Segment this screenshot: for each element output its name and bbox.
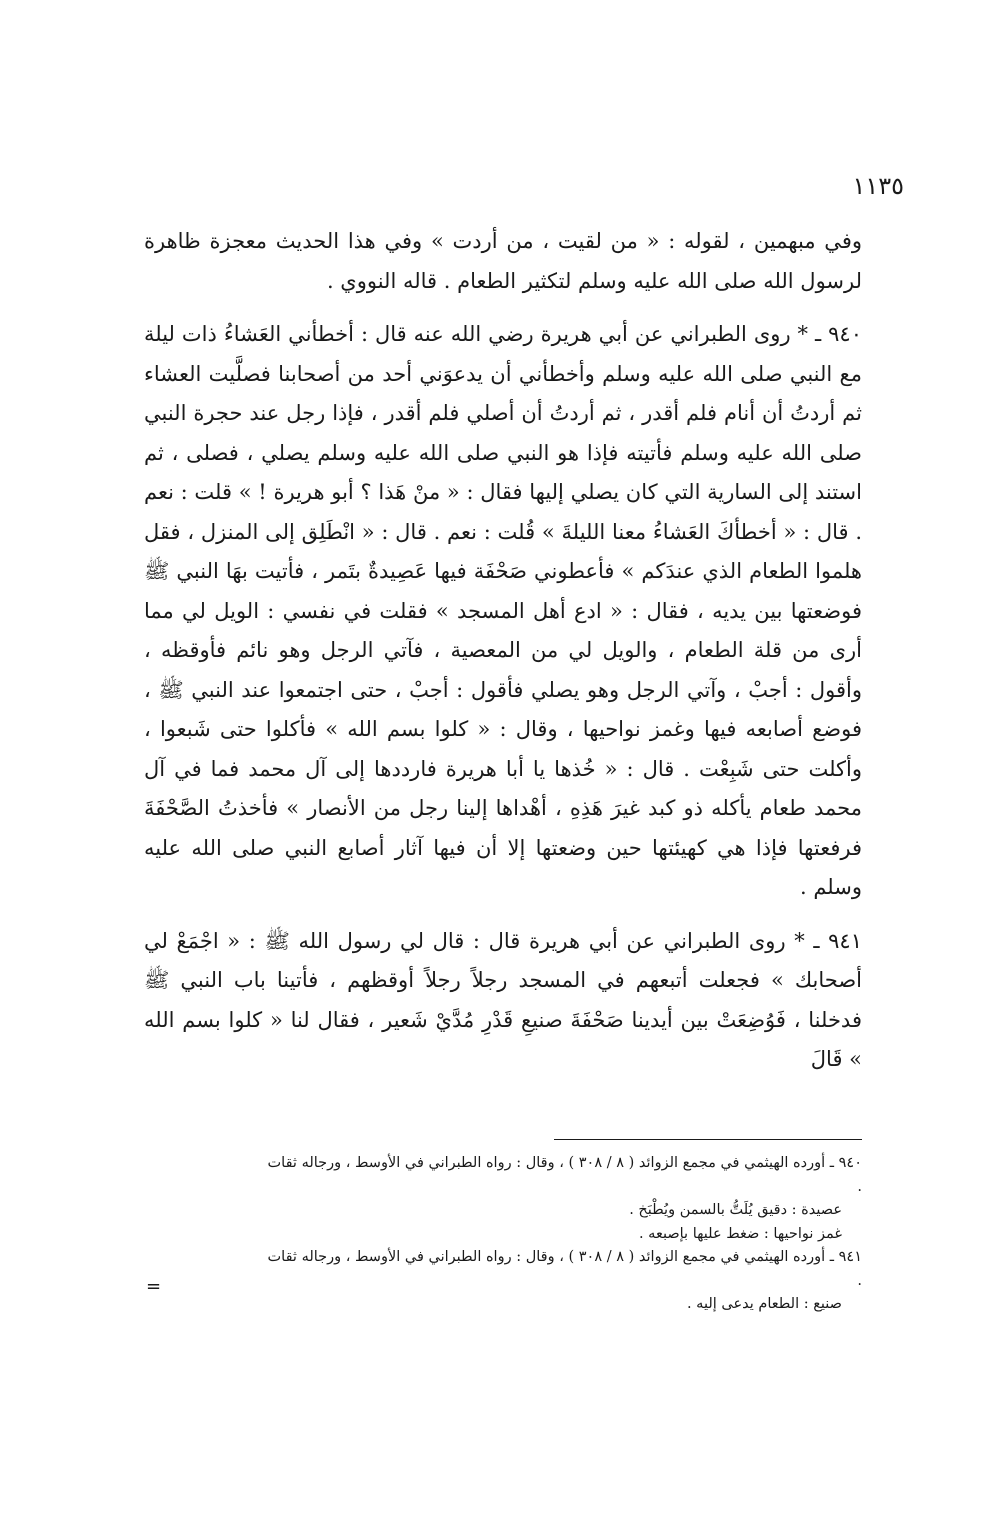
hadith-941: ٩٤١ ـ * روى الطبراني عن أبي هريرة قال : قال لي رسول الله ﷺ : « اجْمَعْ لي أصحابك » فجعلت أتبعهم في المسجد رجلاً رجلاً أوقظهم ، فأتينا باب النبي ﷺ فدخلنا ، فَوُضِعَتْ بين أيدينا صَحْفَةَ صنيعِ قَدْرِ مُدَّيْ شَعير ، فقال لنا « كلوا بسم الله » قَالَ: [144, 928, 862, 1071]
footnote-divider: [554, 1139, 862, 1140]
hadith-940: ٩٤٠ ـ * روى الطبراني عن أبي هريرة رضي الله عنه قال : أخطأني العَشاءُ ذات ليلة مع النبي صلى الله عليه وسلم وأخطأني أن يدعوَني أحد من أصحابنا فصلَّيت العشاء ثم أردتُ أن أنام فلم أقدر ، ثم أردتُ أن أصلي فلم أقدر ، فإذا رجل عند حجرة النبي صلى الله عليه وسلم فأتيته فإذا هو النبي صلى الله عليه وسلم يصلي ، فصلى ، ثم استند إلى السارية التي كان يصلي إليها فقال : « منْ هَذا ؟ أبو هريرة ! » قلت : نعم . قال : « أخطأكَ العَشاءُ معنا الليلةَ » قُلت : نعم . قال : « انْطَلِق إلى المنزل ، فقل هلموا الطعام الذي عندَكم » فأعطوني صَحْفَة فيها عَصِيدةٌ بتَمر ، فأتيت بهَا النبي ﷺ فوضعتها بين يديه ، فقال : « ادع أهل المسجد » فقلت في نفسي : الويل لي مما أرى من قلة الطعام ، والويل لي من المعصية ، فآتي الرجل وهو نائم فأوقظه ، وأقول : أجبْ ، وآتي الرجل وهو يصلي فأقول : أجبْ ، حتى اجتمعوا عند النبي ﷺ ، فوضع أصابعه فيها وغمز نواحيها ، وقال : « كلوا بسم الله » فأكلوا حتى شَبعوا ، وأكلت حتى شَبِعْت . قال : « خُذها يا أبا هريرة فارددها إلى آل محمد فما في آل محمد طعام يأكله ذو كبد غيرَ هَذِهِ ، أهْداها إلينا رجل من الأنصار » فأخذتُ الصَّحْفَةَ فرفعتها فإذا هي كهيئتها حين وضعتها إلا أن فيها آثار أصابع النبي صلى الله عليه وسلم .: [144, 322, 862, 899]
continuation-mark: =: [146, 1276, 162, 1297]
footnote-940-gloss-asida: عصيدة : دقيق يُلَتُّ بالسمن ويُطْبَخ .: [629, 1202, 842, 1218]
footnote-940-gloss-ghamz: غمز نواحيها : ضغط عليها بإصبعه .: [638, 1225, 842, 1242]
footnote-941-source: ٩٤١ ـ أورده الهيثمي في مجمع الزوائد ( ٨ / ٣٠٨ ) ، وقال : رواه الطبراني في الأوسط ، ورجاله ثقات .: [267, 1249, 862, 1289]
footnotes: [262, 1152, 862, 1317]
main-text: [144, 222, 862, 1080]
paragraph-continuation: وفي مبهمين ، لقوله : « من لقيت ، من أردت » وفي هذا الحديث معجزة ظاهرة لرسول الله صلى الله عليه وسلم لتكثير الطعام . قاله النووي .: [144, 229, 862, 293]
page-number: ١١٣٥: [852, 172, 904, 200]
footnote-941-gloss-sanee: صنيع : الطعام يدعى إليه .: [686, 1296, 842, 1312]
footnote-940-source: ٩٤٠ ـ أورده الهيثمي في مجمع الزوائد ( ٨ / ٣٠٨ ) ، وقال : رواه الطبراني في الأوسط ، ورجاله ثقات .: [267, 1155, 862, 1195]
